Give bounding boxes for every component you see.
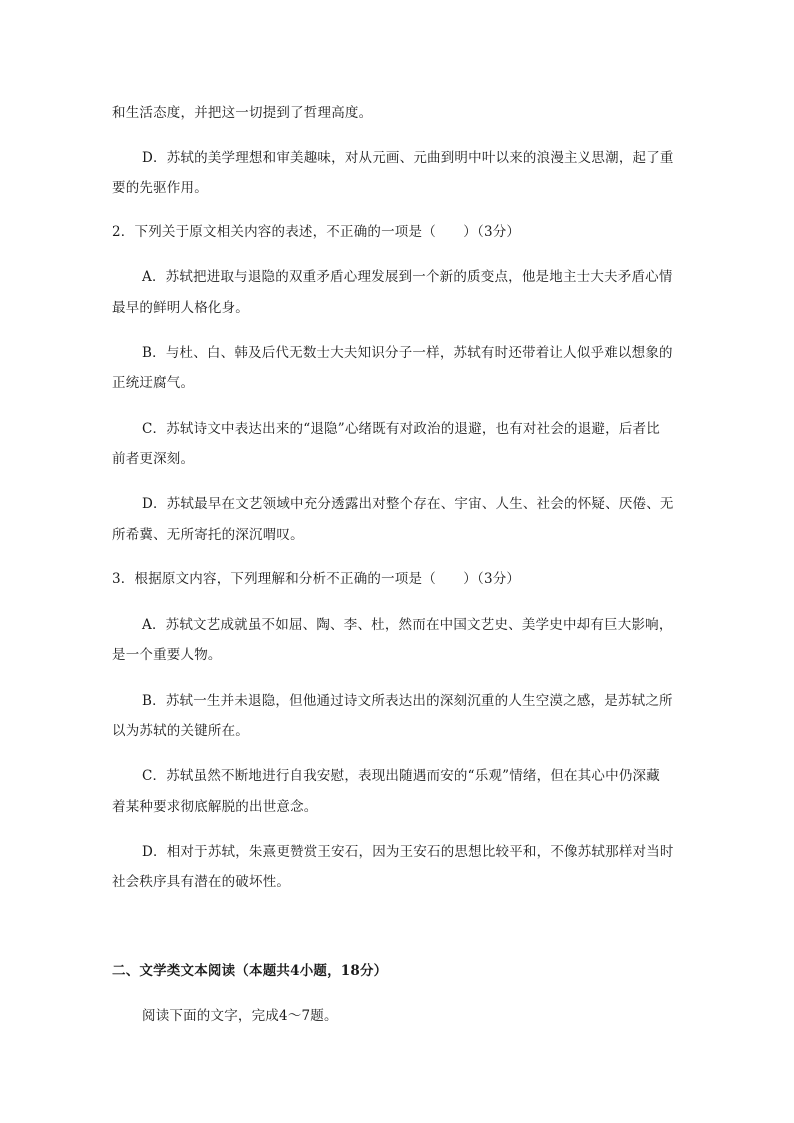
q3-option-d-line-1: D．相对于苏轼，朱熹更赞赏王安石，因为王安石的思想比较平和，不像苏轼那样对当时 <box>142 844 674 860</box>
option-d-line-2: 要的先驱作用。 <box>112 180 208 196</box>
paragraph-line: 和生活态度，并把这一切提到了哲理高度。 <box>112 105 373 121</box>
section-2-heading: 二、文学类文本阅读（本题共4小题，18分） <box>112 963 388 979</box>
q2-option-a-line-2: 最早的鲜明人格化身。 <box>112 300 249 316</box>
option-d-line-1: D．苏轼的美学理想和审美趣味，对从元画、元曲到明中叶以来的浪漫主义思潮，起了重 <box>142 150 674 166</box>
q2-option-b-line-2: 正统迂腐气。 <box>112 375 195 391</box>
q2-option-c-line-2: 前者更深刻。 <box>112 451 195 467</box>
q3-option-c-line-1: C．苏轼虽然不断地进行自我安慰，表现出随遇而安的“乐观”情绪，但在其心中仍深藏 <box>142 768 660 784</box>
q3-option-b-line-2: 以为苏轼的关键所在。 <box>112 723 249 739</box>
q3-option-d-line-2: 社会秩序具有潜在的破坏性。 <box>112 874 291 890</box>
q3-option-c-line-2: 着某种要求彻底解脱的出世意念。 <box>112 799 318 815</box>
question-3-title: 3．根据原文内容，下列理解和分析不正确的一项是（ ）（3分） <box>112 571 521 587</box>
q2-option-d-line-2: 所希冀、无所寄托的深沉喟叹。 <box>112 527 304 543</box>
q3-option-b-line-1: B．苏轼一生并未退隐，但他通过诗文所表达出的深刻沉重的人生空漠之感，是苏轼之所 <box>142 693 673 709</box>
q3-option-a-line-2: 是一个重要人物。 <box>112 647 222 663</box>
q2-option-c-line-1: C．苏轼诗文中表达出来的“退隐”心绪既有对政治的退避，也有对社会的退避，后者比 <box>142 421 660 437</box>
q2-option-b-line-1: B．与杜、白、韩及后代无数士大夫知识分子一样，苏轼有时还带着让人似乎难以想象的 <box>142 345 673 361</box>
q2-option-d-line-1: D．苏轼最早在文艺领域中充分透露出对整个存在、宇宙、人生、社会的怀疑、厌倦、无 <box>142 496 674 512</box>
section-2-instruction: 阅读下面的文字，完成4～7题。 <box>142 1008 338 1024</box>
q2-option-a-line-1: A．苏轼把进取与退隐的双重矛盾心理发展到一个新的质变点，他是地主士大夫矛盾心情 <box>142 269 673 285</box>
question-2-title: 2．下列关于原文相关内容的表述，不正确的一项是（ ）（3分） <box>112 224 521 240</box>
q3-option-a-line-1: A．苏轼文艺成就虽不如屈、陶、李、杜，然而在中国文艺史、美学史中却有巨大影响， <box>142 617 673 633</box>
